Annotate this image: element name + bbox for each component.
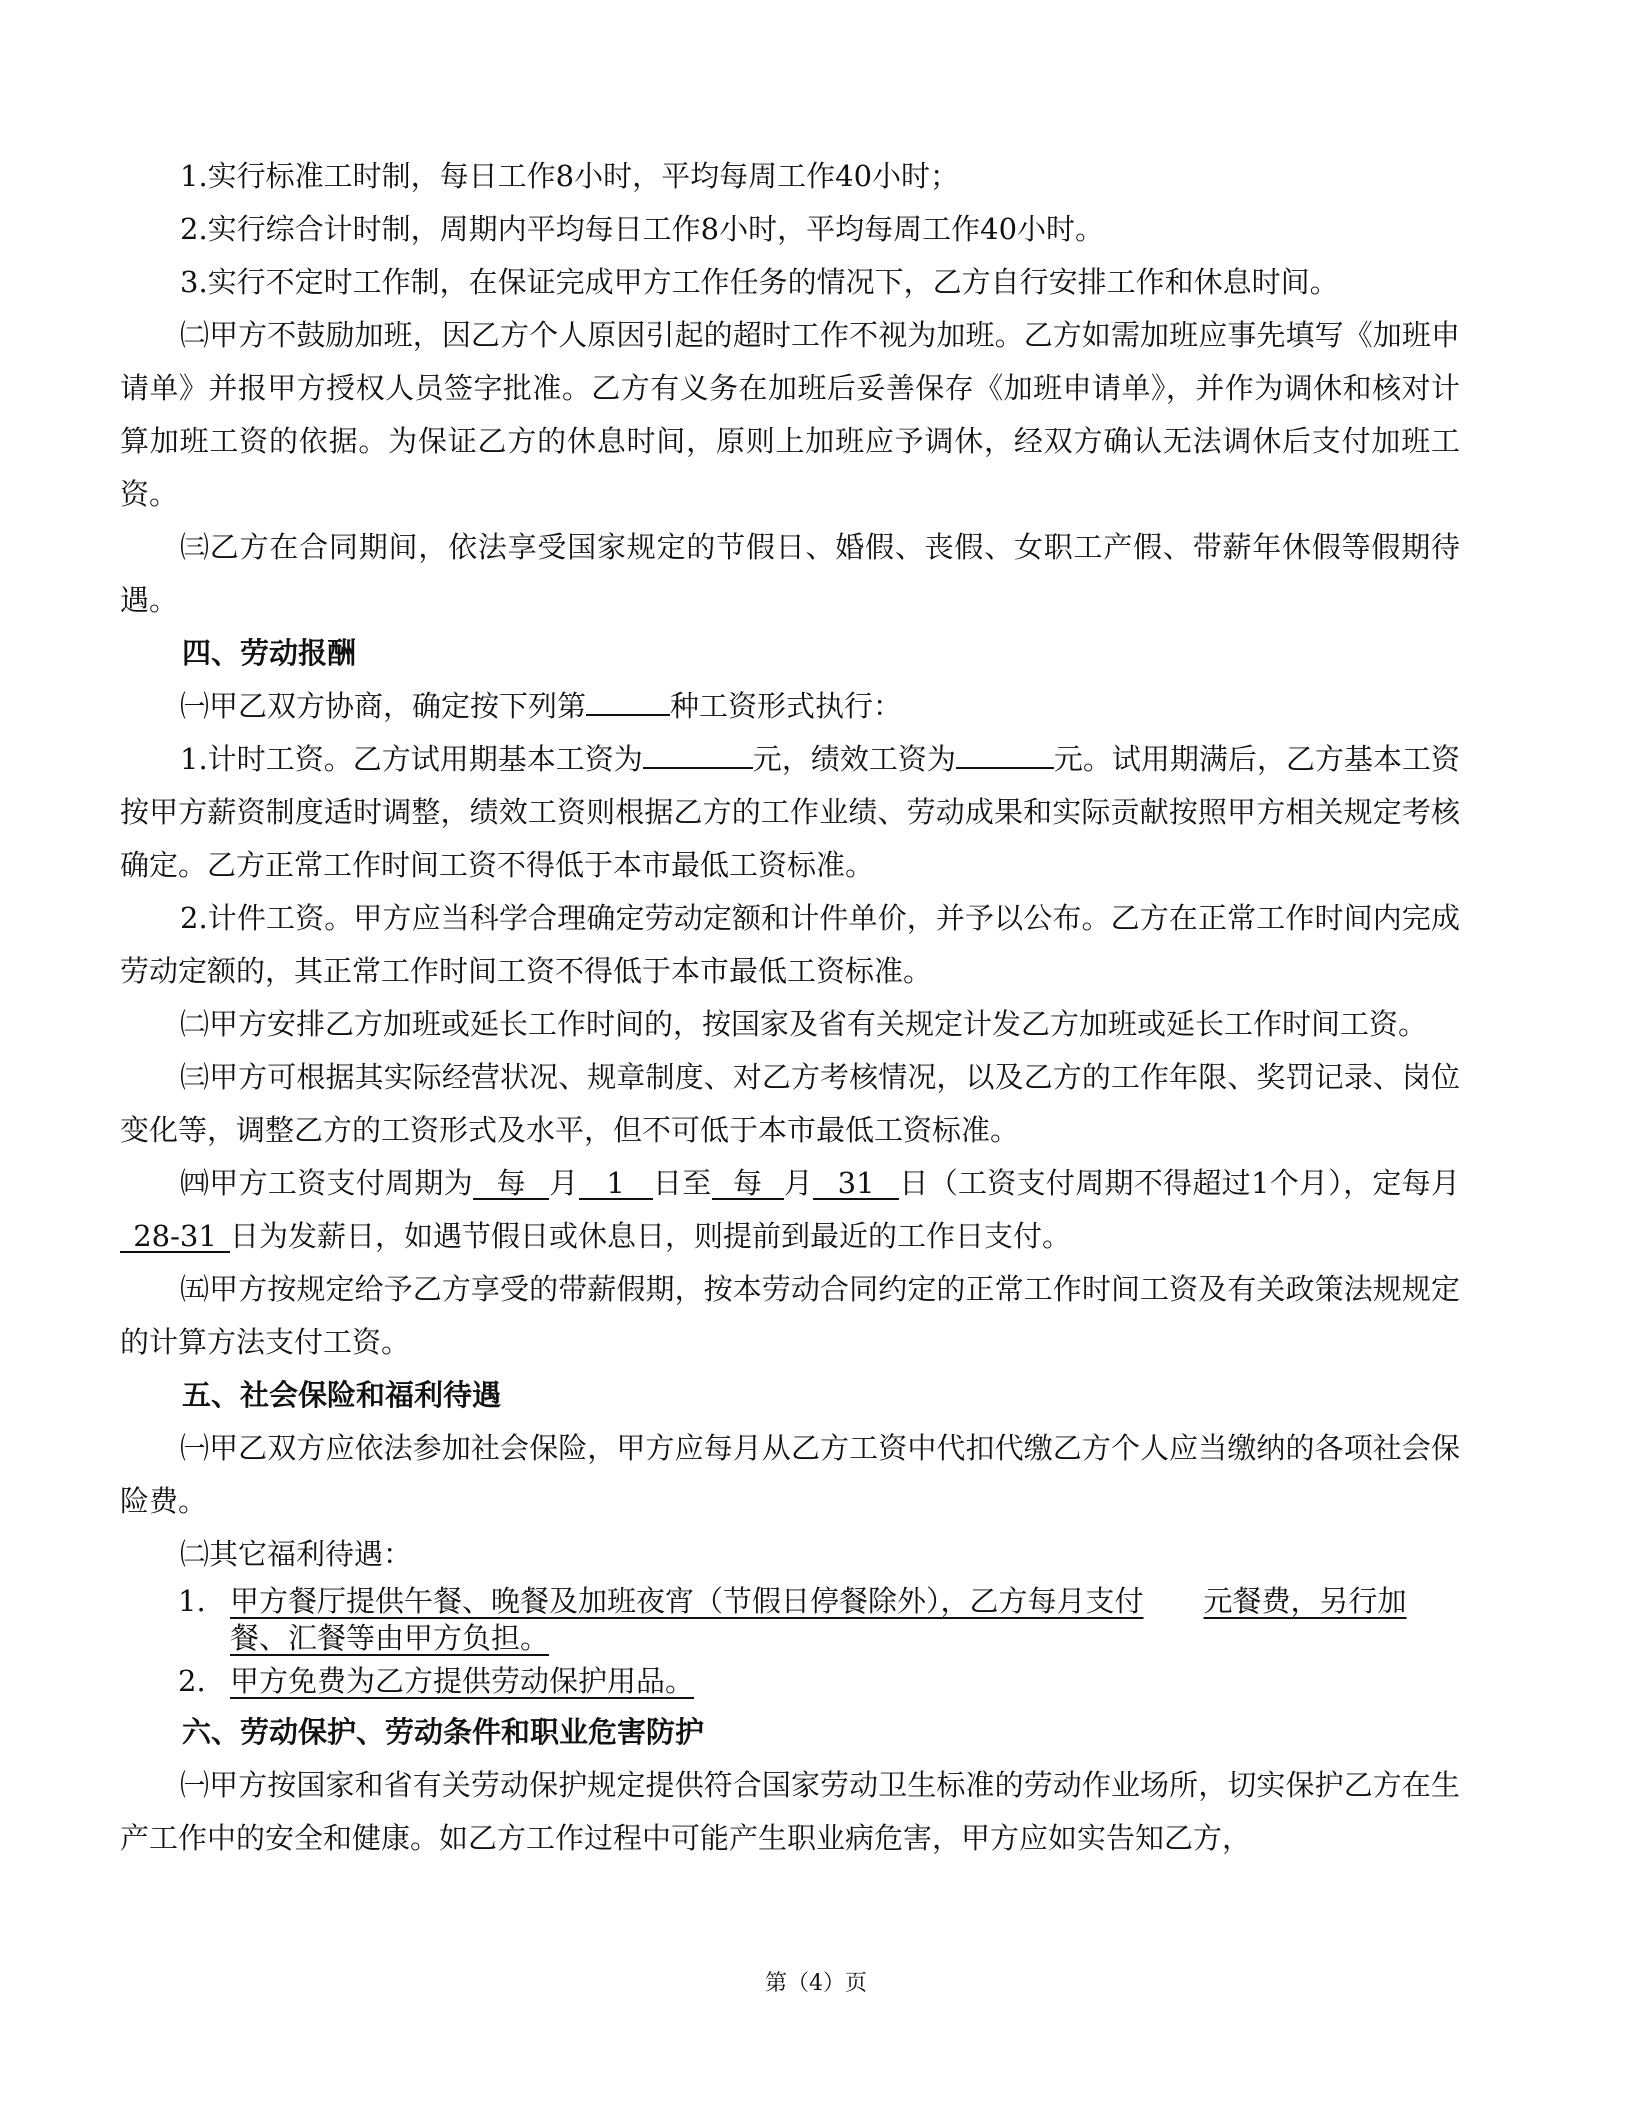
- payday-range[interactable]: 28-31: [120, 1221, 230, 1253]
- social-insurance-clause: ㈠甲乙双方应依法参加社会保险，甲方应每月从乙方工资中代扣代缴乙方个人应当缴纳的各项社会保险费。: [120, 1431, 1460, 1518]
- benefits-list: [120, 1583, 1460, 1700]
- wage-adjust-clause: ㈢甲方可根据其实际经营状况、规章制度、对乙方考核情况，以及乙方的工作年限、奖罚记录、岗位变化等，调整乙方的工资形式及水平，但不可低于本市最低工资标准。: [120, 1060, 1460, 1147]
- pay-cycle-start-day[interactable]: 1: [579, 1168, 653, 1200]
- overtime-clause: ㈡甲方不鼓励加班，因乙方个人原因引起的超时工作不视为加班。乙方如需加班应事先填写《加班申请单》并报甲方授权人员签字批准。乙方有义务在加班后妥善保存《加班申请单》，并作为调休和核对计算加班工资的依据。为保证乙方的休息时间，原则上加班应予调休，经双方确认无法调休后支付加班工资。: [120, 318, 1460, 511]
- work-hours-item-3: 3.实行不定时工作制，在保证完成甲方工作任务的情况下，乙方自行安排工作和休息时间。: [180, 265, 1339, 299]
- performance-wage-blank[interactable]: [956, 741, 1054, 769]
- time-wage-clause: 1.计时工资。乙方试用期基本工资为 元，绩效工资为 元。试用期满后，乙方基本工资按甲方薪资制度适时调整，绩效工资则根据乙方的工作业绩、劳动成果和实际贡献按照甲方相关规定考核确定。乙方正常工作时间工资不得低于本市最低工资标准。: [120, 742, 1460, 882]
- list-item-number: 1.: [178, 1584, 206, 1618]
- holiday-clause: ㈢乙方在合同期间，依法享受国家规定的节假日、婚假、丧假、女职工产假、带薪年休假等假期待遇。: [120, 530, 1460, 617]
- list-item-text: 甲方餐厅提供午餐、晚餐及加班夜宵（节假日停餐除外），乙方每月支付 元餐费，另行加餐、汇餐等由甲方负担。: [230, 1584, 1407, 1655]
- pay-cycle-end-day[interactable]: 31: [813, 1168, 899, 1200]
- overtime-pay-clause: ㈡甲方安排乙方加班或延长工作时间的，按国家及省有关规定计发乙方加班或延长工作时间工资。: [180, 1007, 1428, 1041]
- paid-leave-clause: ㈤甲方按规定给予乙方享受的带薪假期，按本劳动合同约定的正常工作时间工资及有关政策法规规定的计算方法支付工资。: [120, 1272, 1460, 1359]
- wage-form-clause: ㈠甲乙双方协商，确定按下列第 种工资形式执行：: [180, 689, 903, 723]
- pay-cycle-start-month[interactable]: 每: [473, 1168, 549, 1200]
- probation-base-wage-blank[interactable]: [643, 741, 753, 769]
- document-page: [120, 150, 1460, 1865]
- section-heading-labor-protection: 六、劳动保护、劳动条件和职业危害防护: [182, 1715, 705, 1749]
- other-benefits-label: ㈡其它福利待遇：: [180, 1537, 413, 1571]
- work-hours-item-2: 2.实行综合计时制，周期内平均每日工作8小时，平均每周工作40小时。: [180, 212, 1105, 246]
- wage-form-blank[interactable]: [586, 688, 670, 716]
- list-item-text: 甲方免费为乙方提供劳动保护用品。: [230, 1664, 695, 1698]
- list-item: [120, 1583, 1460, 1657]
- section-heading-insurance: 五、社会保险和福利待遇: [182, 1378, 502, 1412]
- pay-cycle-end-month[interactable]: 每: [712, 1168, 784, 1200]
- page-number: 第（4）页: [765, 1971, 867, 1996]
- list-item-number: 2.: [178, 1664, 206, 1698]
- work-hours-item-1: 1.实行标准工时制，每日工作8小时，平均每周工作40小时；: [180, 159, 960, 193]
- piece-wage-clause: 2.计件工资。甲方应当科学合理确定劳动定额和计件单价，并予以公布。乙方在正常工作时间内完成劳动定额的，其正常工作时间工资不得低于本市最低工资标准。: [120, 901, 1460, 988]
- section-heading-remuneration: 四、劳动报酬: [182, 636, 357, 670]
- list-item: [120, 1663, 1460, 1700]
- pay-cycle-clause: ㈣甲方工资支付周期为 每 月 1 日至 每 月 31 日（工资支付周期不得超过1个月），定每月28-31 日为发薪日，如遇节假日或休息日，则提前到最近的工作日支付。: [120, 1157, 1460, 1263]
- labor-protection-clause: ㈠甲方按国家和省有关劳动保护规定提供符合国家劳动卫生标准的劳动作业场所，切实保护乙方在生产工作中的安全和健康。如乙方工作过程中可能产生职业病危害，甲方应如实告知乙方，: [120, 1768, 1460, 1855]
